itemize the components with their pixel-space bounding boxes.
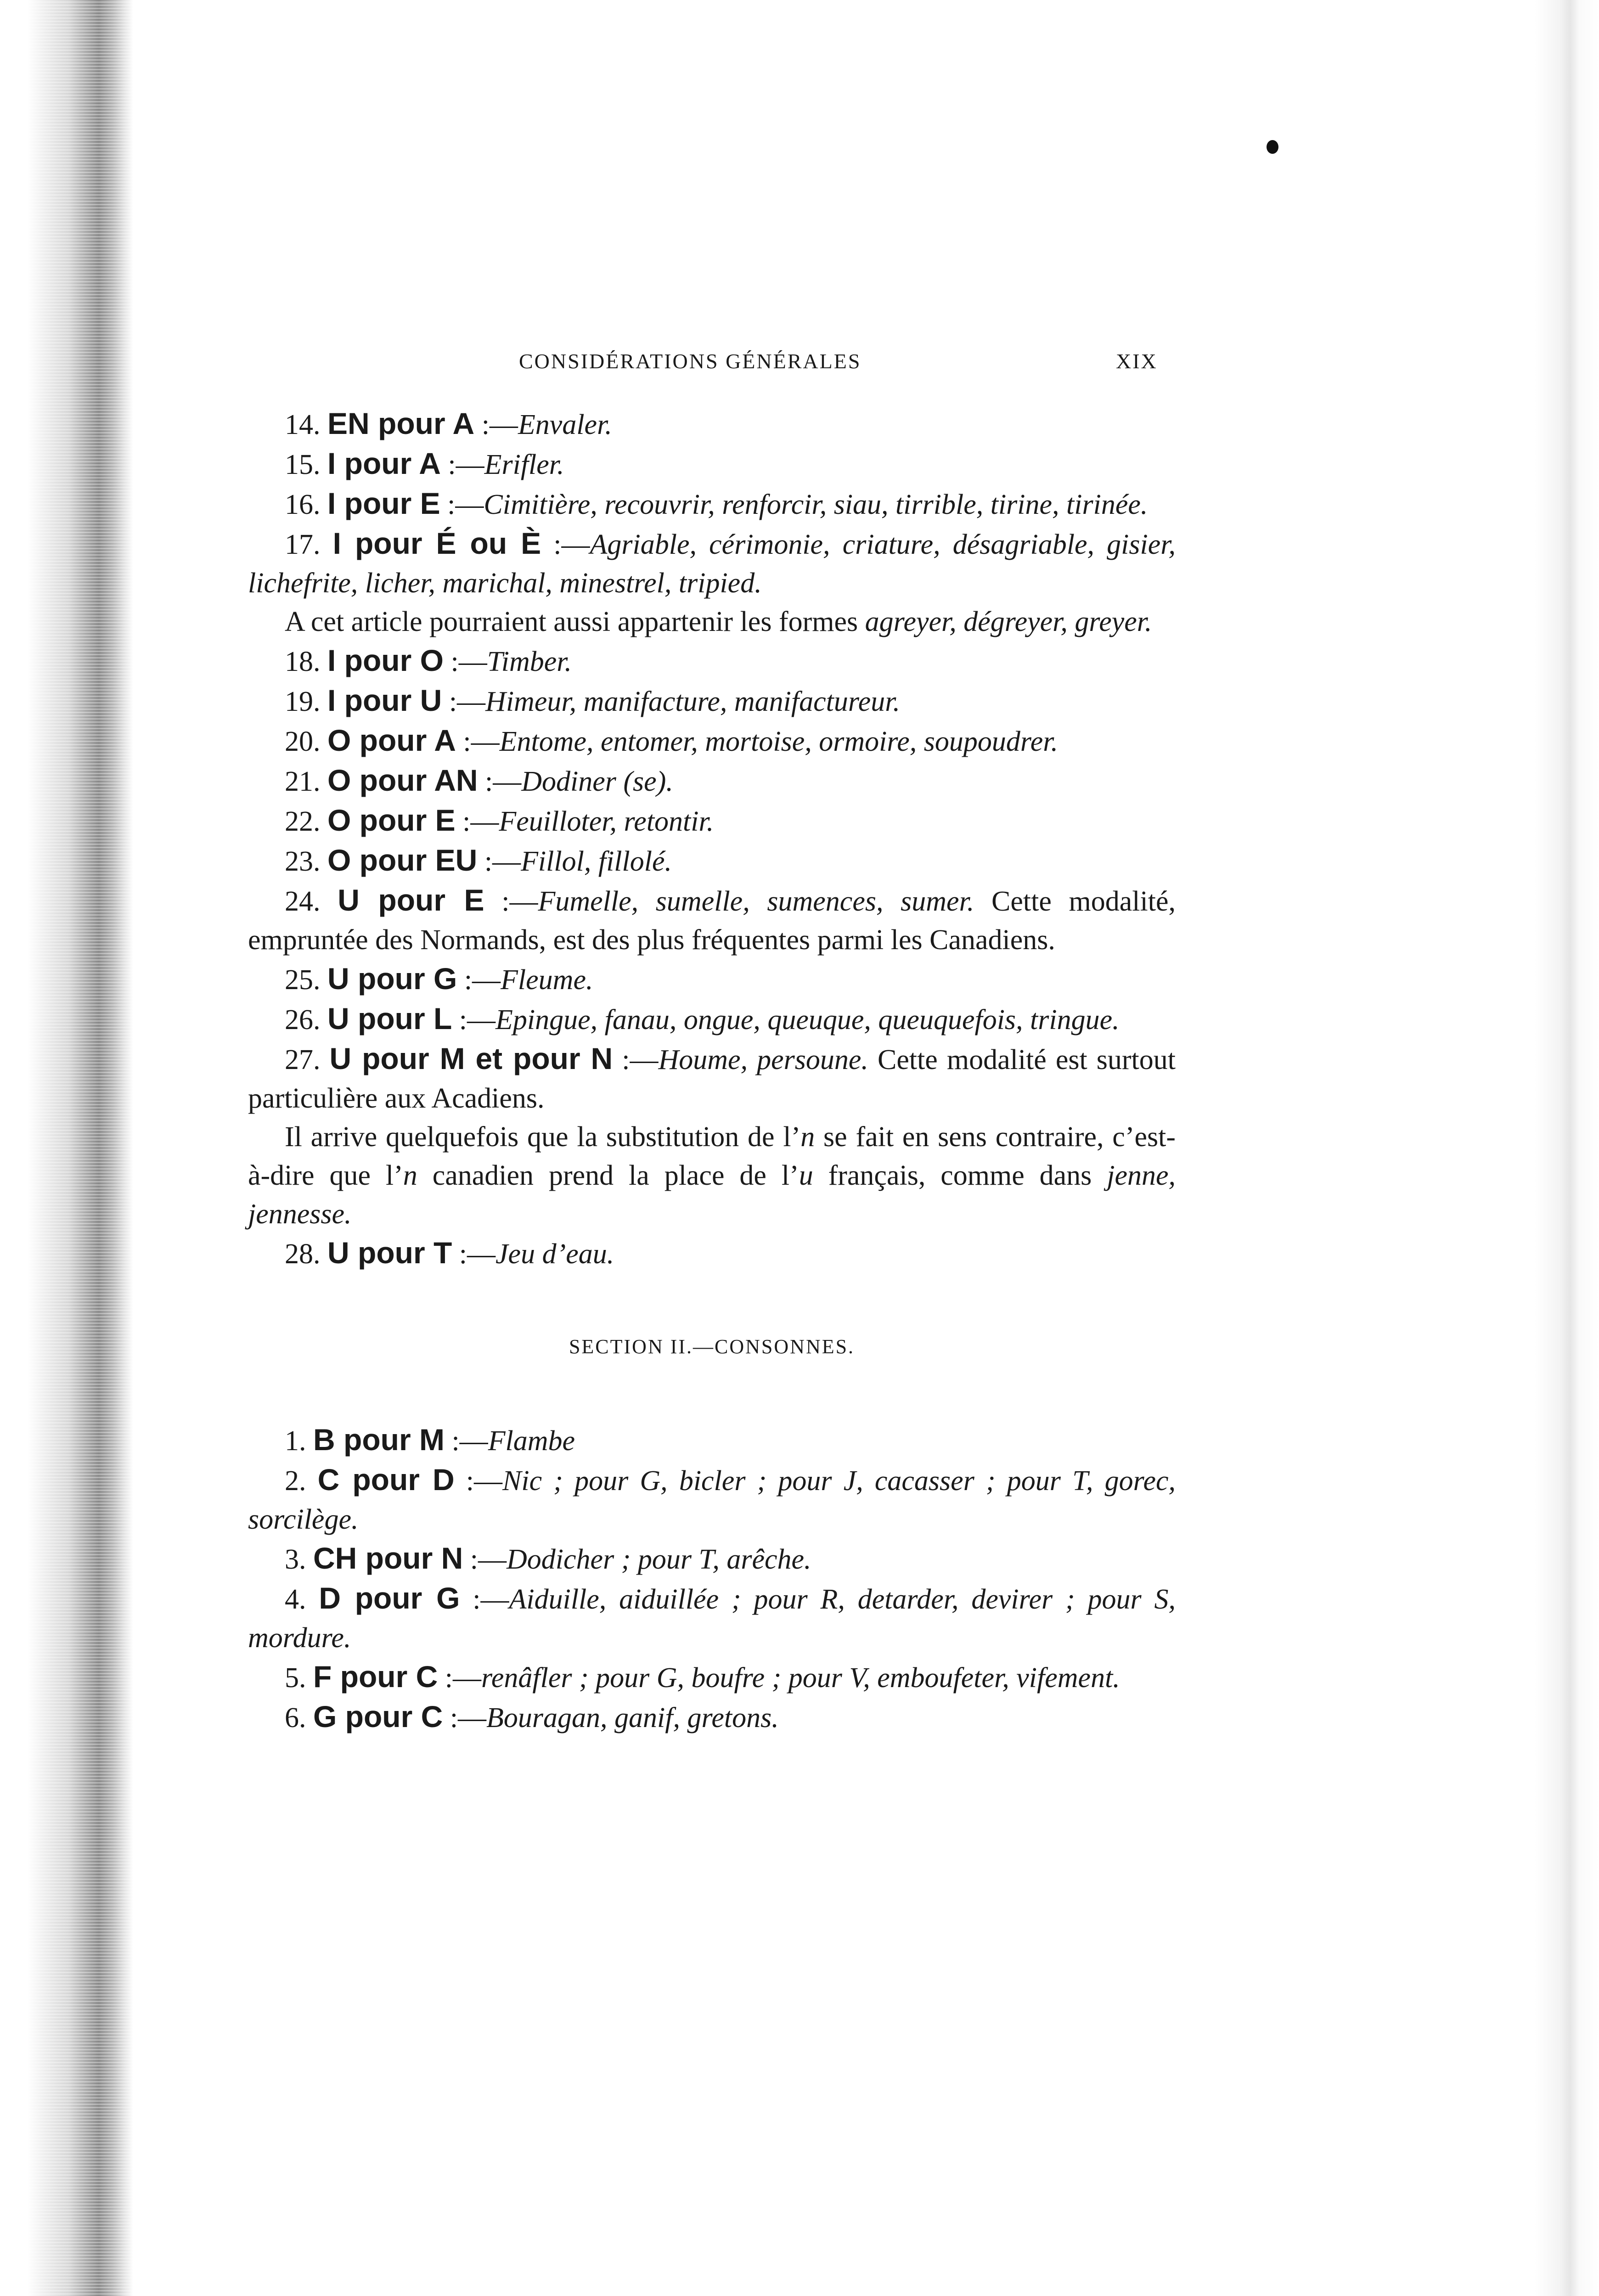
entry-note: Cette modalité est surtout particulière aux Acadiens.: [248, 1044, 1176, 1114]
letter-pair: D pour G: [319, 1581, 460, 1615]
letter-pair: EN pour A: [327, 406, 475, 440]
example-words: Aiduille, aiduillée ; pour R, detarder, devirer ; pour S, mordure.: [248, 1584, 1176, 1654]
paragraph-text-3: canadien prend la place de l’: [417, 1160, 799, 1191]
example-words: Himeur, manifacture, manifactureur.: [485, 686, 900, 717]
separator: :—: [484, 886, 538, 917]
letter-pair: U pour G: [327, 962, 457, 996]
entry-number: 1.: [285, 1425, 306, 1457]
letter-pair: I pour O: [327, 643, 444, 677]
entry-25: [248, 959, 1176, 999]
entry-number: 5.: [285, 1662, 306, 1694]
example-words: Bouragan, ganif, gretons.: [486, 1702, 779, 1733]
letter-pair: U pour E: [338, 883, 484, 917]
letter-pair: O pour A: [327, 723, 456, 757]
entry-number: 21.: [285, 766, 321, 797]
paragraph-17-note: [248, 602, 1176, 641]
separator: :—: [452, 1238, 496, 1270]
letter-u-italic: u: [799, 1160, 813, 1191]
example-words: Envaler.: [518, 409, 612, 440]
entry-21: [248, 761, 1176, 801]
entry-number: 22.: [285, 806, 321, 837]
paragraph-italic: agreyer, dégreyer, greyer.: [865, 606, 1152, 637]
entry-number: 14.: [285, 409, 321, 440]
separator: :—: [438, 1662, 482, 1694]
example-words: renâfler ; pour G, boufre ; pour V, emboufeter, vifement.: [481, 1662, 1120, 1694]
entry-number: 23.: [285, 846, 321, 877]
vowel-entries-list-3: [248, 1233, 1176, 1273]
entry-24: [248, 881, 1176, 959]
entry-26: [248, 999, 1176, 1039]
separator: :—: [444, 1425, 488, 1457]
entry-20: [248, 721, 1176, 761]
section-heading: SECTION II.—CONSONNES.: [569, 1335, 855, 1358]
entry-number: 16.: [285, 489, 321, 520]
entry-4: [248, 1579, 1176, 1657]
letter-pair: I pour A: [327, 446, 441, 480]
entry-number: 3.: [285, 1544, 306, 1575]
example-words: Cimitière, recouvrir, renforcir, siau, tirrible, tirine, tirinée.: [484, 489, 1148, 520]
example-words: Agriable, cérimonie, criature, désagriable, gisier, lichefrite, licher, marichal, minestrel, tripied.: [248, 529, 1176, 599]
entry-1: [248, 1420, 1176, 1460]
example-words: Fleume.: [501, 964, 593, 996]
separator: :—: [456, 726, 500, 757]
separator: :—: [460, 1584, 509, 1615]
letter-pair: U pour T: [327, 1236, 452, 1270]
entry-18: [248, 641, 1176, 681]
letter-pair: U pour L: [327, 1002, 452, 1035]
letter-pair: G pour C: [313, 1699, 443, 1733]
separator: :—: [455, 806, 499, 837]
separator: :—: [443, 646, 487, 677]
example-words: Fillol, fillolé.: [521, 846, 672, 877]
letter-pair: I pour É ou È: [332, 526, 541, 560]
page-body: [248, 404, 1176, 1737]
entry-number: 4.: [285, 1584, 306, 1615]
page-header: [519, 349, 1437, 381]
entry-number: 28.: [285, 1238, 321, 1270]
entry-6: [248, 1697, 1176, 1737]
entry-number: 27.: [285, 1044, 321, 1075]
example-words: Nic ; pour G, bicler ; pour J, cacasser ; pour T, gorec, sorcilège.: [248, 1465, 1176, 1535]
separator: :—: [442, 686, 486, 717]
entry-5: [248, 1657, 1176, 1697]
separator: :—: [457, 964, 501, 996]
separator: :—: [463, 1544, 507, 1575]
entry-number: 25.: [285, 964, 321, 996]
separator: :—: [440, 449, 484, 480]
entry-15: [248, 444, 1176, 484]
entry-number: 15.: [285, 449, 321, 480]
entry-22: [248, 801, 1176, 841]
paragraph-italic: jenne, jennesse.: [248, 1160, 1176, 1230]
entry-14: [248, 404, 1176, 444]
ink-spot: [1267, 140, 1278, 154]
paragraph-27-note: [248, 1118, 1176, 1233]
entry-28: [248, 1233, 1176, 1273]
example-words: Entome, entomer, mortoise, ormoire, soupoudrer.: [499, 726, 1058, 757]
example-words: Erifler.: [484, 449, 564, 480]
page-edge-shadow: [1535, 0, 1599, 2296]
separator: :—: [613, 1044, 659, 1075]
entry-number: 17.: [285, 529, 321, 560]
letter-pair: I pour U: [327, 683, 442, 717]
consonant-entries-list: [248, 1420, 1176, 1737]
letter-pair: CH pour N: [313, 1541, 463, 1575]
paragraph-text: Il arrive quelquefois que la substitution de l’: [285, 1121, 801, 1153]
entry-number: 2.: [285, 1465, 306, 1497]
entry-3: [248, 1539, 1176, 1579]
example-words: Fumelle, sumelle, sumences, sumer.: [538, 886, 974, 917]
letter-pair: U pour M et pour N: [329, 1041, 613, 1075]
letter-n-italic-2: n: [403, 1160, 417, 1191]
example-words: Feuilloter, retontir.: [499, 806, 714, 837]
example-words: Jeu d’eau.: [495, 1238, 614, 1270]
entry-27: [248, 1039, 1176, 1118]
separator: :—: [452, 1004, 496, 1035]
entry-19: [248, 681, 1176, 721]
example-words: Dodiner (se).: [521, 766, 673, 797]
letter-pair: O pour E: [327, 803, 456, 837]
vowel-entries-list: [248, 404, 1176, 602]
entry-17: [248, 524, 1176, 602]
running-title: CONSIDÉRATIONS GÉNÉRALES: [519, 349, 861, 373]
separator: :—: [478, 766, 522, 797]
example-words: Flambe: [488, 1425, 575, 1457]
example-words: Houme, persoune.: [658, 1044, 868, 1075]
separator: :—: [443, 1702, 487, 1733]
book-spine-shadow: [0, 0, 133, 2296]
letter-pair: C pour D: [317, 1463, 455, 1497]
entry-note: Cette modalité, empruntée des Normands, est des plus fréquentes parmi les Canadiens.: [248, 886, 1176, 956]
letter-pair: I pour E: [327, 486, 440, 520]
entry-number: 24.: [285, 886, 321, 917]
separator: :—: [440, 489, 484, 520]
entry-16: [248, 484, 1176, 524]
separator: :—: [454, 1465, 503, 1497]
example-words: Epingue, fanau, ongue, queuque, queuquefois, tringue.: [495, 1004, 1120, 1035]
entry-number: 6.: [285, 1702, 306, 1733]
letter-pair: O pour EU: [327, 843, 478, 877]
vowel-entries-list-2: [248, 641, 1176, 1118]
paragraph-text-4: français, comme dans: [813, 1160, 1107, 1191]
page-number: XIX: [1116, 349, 1158, 373]
entry-number: 20.: [285, 726, 321, 757]
letter-pair: F pour C: [313, 1660, 438, 1694]
letter-pair: B pour M: [313, 1423, 445, 1457]
paragraph-text-2: se fait en sens contraire, c’est-à-dire que l’: [248, 1121, 1176, 1191]
paragraph-text: A cet article pourraient aussi appartenir les formes: [285, 606, 865, 637]
entry-number: 26.: [285, 1004, 321, 1035]
separator: :—: [477, 846, 521, 877]
separator: :—: [541, 529, 590, 560]
letter-n-italic: n: [800, 1121, 815, 1153]
entry-number: 18.: [285, 646, 321, 677]
example-words: Timber.: [487, 646, 572, 677]
entry-2: [248, 1460, 1176, 1539]
separator: :—: [474, 409, 518, 440]
example-words: Dodicher ; pour T, arêche.: [507, 1544, 811, 1575]
entry-23: [248, 841, 1176, 881]
entry-number: 19.: [285, 686, 321, 717]
letter-pair: O pour AN: [327, 763, 478, 797]
